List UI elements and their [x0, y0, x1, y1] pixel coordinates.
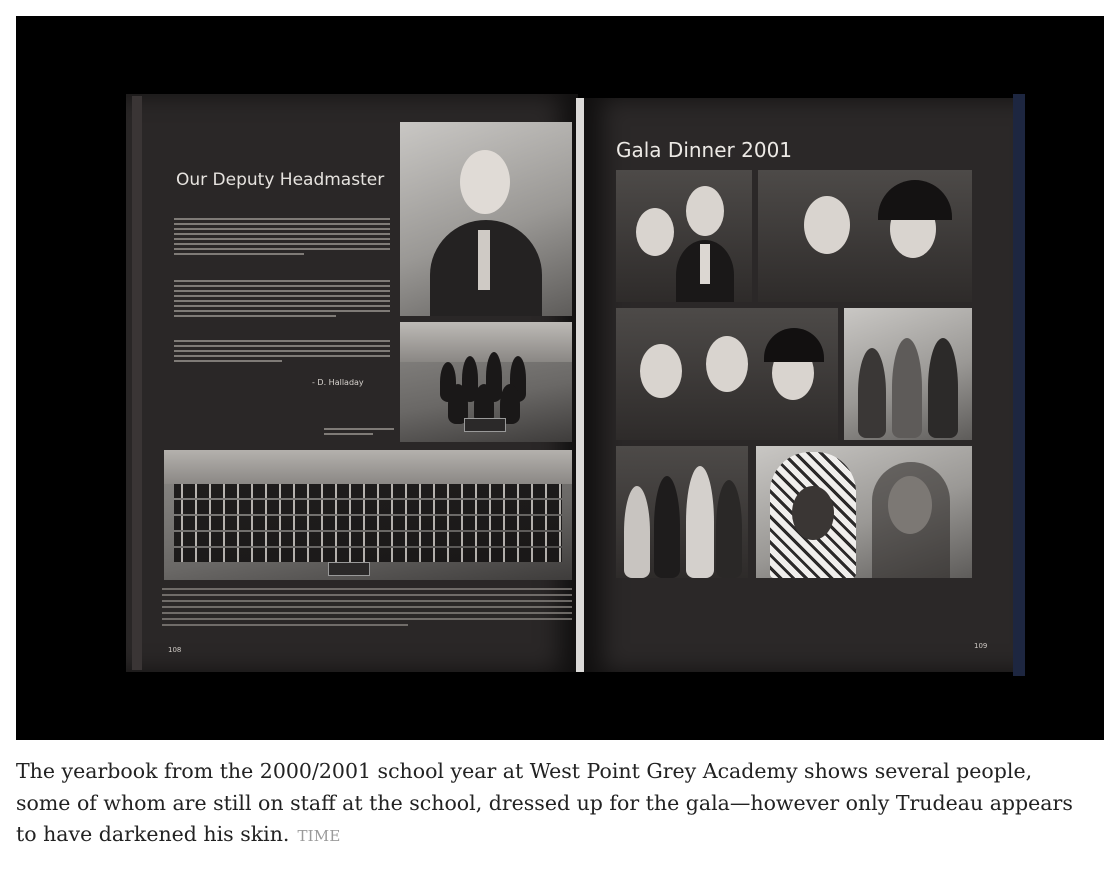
book-spine	[576, 98, 584, 672]
left-page	[126, 94, 578, 672]
page-number-left: 108	[168, 646, 182, 654]
article-paragraph	[174, 218, 390, 258]
open-yearbook	[126, 94, 1026, 676]
headmaster-portrait	[400, 122, 572, 316]
gala-photo-group-costumes	[616, 446, 748, 578]
gala-photo-costume-couple	[756, 446, 972, 578]
gala-photo-three-women	[616, 308, 838, 440]
page-number-right: 109	[974, 642, 988, 650]
gala-photo-costumes	[844, 308, 972, 440]
staff-photo	[400, 322, 572, 442]
page-edge	[132, 96, 142, 670]
article-paragraph	[174, 280, 390, 320]
signature: - D. Halladay	[312, 378, 364, 387]
gala-dinner-title: Gala Dinner 2001	[616, 138, 793, 162]
caption-text: The yearbook from the 2000/2001 school year at West Point Grey Academy shows several people, some of whom are still on staff at the school, dressed up for the gala—however only Trudeau appears to have darkened his skin.	[16, 759, 1073, 846]
gala-photo-couple	[616, 170, 752, 302]
gala-photo-two-women	[758, 170, 972, 302]
article-paragraph	[174, 340, 390, 365]
staff-photo-caption	[324, 428, 394, 438]
yearbook-photo	[16, 16, 1104, 740]
school-group-photo	[164, 450, 572, 580]
staff-names-list	[162, 588, 572, 630]
deputy-headmaster-title: Our Deputy Headmaster	[176, 170, 385, 190]
photo-caption	[16, 756, 1076, 853]
book-cover-edge	[1013, 94, 1025, 676]
photo-credit: TIME	[297, 827, 341, 845]
